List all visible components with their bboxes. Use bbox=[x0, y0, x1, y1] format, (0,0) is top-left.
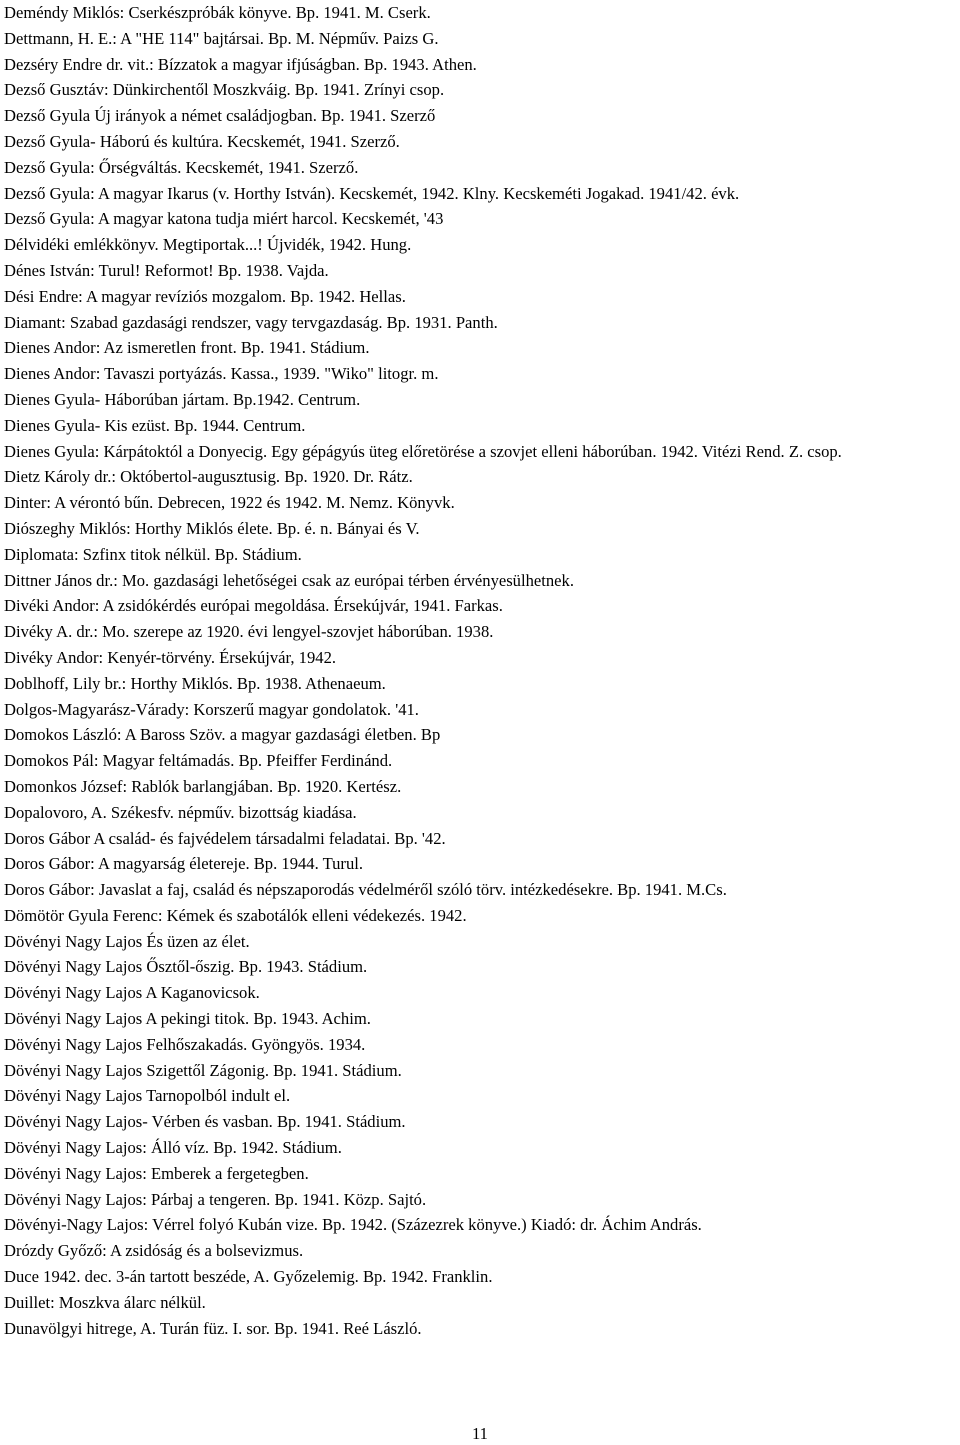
bibliography-entry: Dienes Andor: Az ismeretlen front. Bp. 1941. Stádium. bbox=[4, 338, 370, 358]
bibliography-entry: Dienes Gyula- Kis ezüst. Bp. 1944. Centrum. bbox=[4, 415, 306, 435]
bibliography-entry: Dezső Gusztáv: Dünkirchentől Moszkváig. Bp. 1941. Zrínyi csop. bbox=[4, 80, 445, 100]
bibliography-entry: Dopalovoro, A. Székesfv. népműv. bizottság kiadása. bbox=[4, 802, 357, 822]
bibliography-entry: Diószeghy Miklós: Horthy Miklós élete. Bp. é. n. Bányai és V. bbox=[4, 518, 420, 538]
bibliography-entry: Dövényi Nagy Lajos Ősztől-őszig. Bp. 1943. Stádium. bbox=[4, 957, 368, 977]
bibliography-entry: Deméndy Miklós: Cserkészpróbák könyve. Bp. 1941. M. Cserk. bbox=[4, 3, 431, 22]
bibliography-entry: Dezső Gyula Új irányok a német családjogban. Bp. 1941. Szerző bbox=[4, 106, 436, 126]
bibliography-entry: Dienes Gyula- Háborúban jártam. Bp.1942. Centrum. bbox=[4, 389, 361, 409]
bibliography-entry: Domokos Pál: Magyar feltámadás. Bp. Pfeiffer Ferdinánd. bbox=[4, 751, 393, 771]
bibliography-entry: Dinter: A vérontó bűn. Debrecen, 1922 és 1942. M. Nemz. Könyvk. bbox=[4, 493, 455, 513]
bibliography-entry: Dövényi Nagy Lajos Szigettől Zágonig. Bp. 1941. Stádium. bbox=[4, 1060, 402, 1080]
bibliography-entry: Dövényi Nagy Lajos: Álló víz. Bp. 1942. Stádium. bbox=[4, 1138, 342, 1158]
bibliography-entry: Dénes István: Turul! Reformot! Bp. 1938. Vajda. bbox=[4, 260, 329, 280]
bibliography-entry: Dövényi Nagy Lajos A Kaganovicsok. bbox=[4, 983, 260, 1003]
bibliography-entry: Dövényi Nagy Lajos: Párbaj a tengeren. Bp. 1941. Közp. Sajtó. bbox=[4, 1189, 427, 1209]
bibliography-entry: Diamant: Szabad gazdasági rendszer, vagy tervgazdaság. Bp. 1931. Panth. bbox=[4, 312, 498, 332]
bibliography-entry: Domonkos József: Rablók barlangjában. Bp. 1920. Kertész. bbox=[4, 776, 402, 796]
bibliography-entry: Dési Endre: A magyar revíziós mozgalom. Bp. 1942. Hellas. bbox=[4, 286, 406, 306]
bibliography-entry: Dolgos-Magyarász-Várady: Korszerű magyar gondolatok. '41. bbox=[4, 699, 419, 719]
bibliography-entry: Doros Gábor: A magyarság életereje. Bp. 1944. Turul. bbox=[4, 854, 364, 874]
page-number: 11 bbox=[472, 1424, 488, 1443]
bibliography-entry: Doblhoff, Lily br.: Horthy Miklós. Bp. 1938. Athenaeum. bbox=[4, 673, 386, 693]
bibliography-entry: Dienes Gyula: Kárpátoktól a Donyecig. Egy gépágyús üteg előretörése a szovjet elleni háborúban. 1942. Vitézi Rend. Z. csop. bbox=[4, 441, 842, 461]
bibliography-entry: Doros Gábor: Javaslat a faj, család és népszaporodás védelméről szóló törv. intézkedésekre. Bp. 1941. M.Cs. bbox=[4, 880, 727, 900]
bibliography-entry: Dezső Gyula: A magyar katona tudja miért harcol. Kecskemét, '43 bbox=[4, 209, 444, 229]
bibliography-entry: Diplomata: Szfinx titok nélkül. Bp. Stádium. bbox=[4, 544, 302, 564]
bibliography-entry: Dienes Andor: Tavaszi portyázás. Kassa., 1939. "Wiko" litogr. m. bbox=[4, 364, 439, 384]
bibliography-entry: Drózdy Győző: A zsidóság és a bolsevizmus. bbox=[4, 1241, 304, 1261]
bibliography-entry: Dezső Gyula- Háború és kultúra. Kecskemét, 1941. Szerző. bbox=[4, 131, 400, 151]
bibliography-entry: Dövényi Nagy Lajos- Vérben és vasban. Bp. 1941. Stádium. bbox=[4, 1112, 406, 1132]
bibliography-entry: Dietz Károly dr.: Októbertol-augusztusig. Bp. 1920. Dr. Rátz. bbox=[4, 467, 413, 487]
bibliography-entry: Dövényi Nagy Lajos Felhőszakadás. Gyöngyös. 1934. bbox=[4, 1034, 366, 1054]
bibliography-entry: Dezső Gyula: Őrségváltás. Kecskemét, 1941. Szerző. bbox=[4, 157, 359, 177]
bibliography-entry: Dittner János dr.: Mo. gazdasági lehetőségei csak az európai térben érvényesülhetnek. bbox=[4, 570, 574, 590]
bibliography-entry: Dövényi Nagy Lajos: Emberek a fergetegben. bbox=[4, 1163, 309, 1183]
bibliography-entry: Domokos László: A Baross Szöv. a magyar gazdasági életben. Bp bbox=[4, 725, 441, 745]
bibliography-entry: Duce 1942. dec. 3-án tartott beszéde, A. Győzelemig. Bp. 1942. Franklin. bbox=[4, 1267, 493, 1287]
bibliography-entry: Dettmann, H. E.: A "HE 114" bajtársai. Bp. M. Népműv. Paizs G. bbox=[4, 28, 439, 48]
bibliography-entry: Dövényi Nagy Lajos A pekingi titok. Bp. 1943. Achim. bbox=[4, 1009, 371, 1029]
bibliography-entry: Délvidéki emlékkönyv. Megtiportak...! Újvidék, 1942. Hung. bbox=[4, 235, 412, 255]
bibliography-entry: Dömötör Gyula Ferenc: Kémek és szabotálók elleni védekezés. 1942. bbox=[4, 905, 467, 925]
bibliography-entry: Dövényi Nagy Lajos És üzen az élet. bbox=[4, 931, 250, 951]
bibliography-entry: Dövényi Nagy Lajos Tarnopolból indult el. bbox=[4, 1086, 291, 1106]
bibliography-entry: Duillet: Moszkva álarc nélkül. bbox=[4, 1292, 206, 1312]
bibliography-entry: Dezső Gyula: A magyar Ikarus (v. Horthy István). Kecskemét, 1942. Klny. Kecskeméti Jogakad. 1941/42. évk. bbox=[4, 183, 740, 203]
bibliography-entry: Divéky Andor: Kenyér-törvény. Érsekújvár, 1942. bbox=[4, 647, 337, 667]
bibliography-entry: Doros Gábor A család- és fajvédelem társadalmi feladatai. Bp. '42. bbox=[4, 828, 446, 848]
bibliography-entry: Divéky A. dr.: Mo. szerepe az 1920. évi lengyel-szovjet háborúban. 1938. bbox=[4, 622, 494, 642]
bibliography-entry: Dövényi-Nagy Lajos: Vérrel folyó Kubán vize. Bp. 1942. (Százezrek könyve.) Kiadó: dr. Áchim András. bbox=[4, 1215, 702, 1235]
bibliography-entry: Dunavölgyi hitrege, A. Turán füz. I. sor. Bp. 1941. Reé László. bbox=[4, 1318, 422, 1338]
bibliography-entry: Divéki Andor: A zsidókérdés európai megoldása. Érsekújvár, 1941. Farkas. bbox=[4, 596, 503, 616]
bibliography-list bbox=[4, 0, 960, 1341]
bibliography-entry: Dezséry Endre dr. vit.: Bízzatok a magyar ifjúságban. Bp. 1943. Athen. bbox=[4, 54, 477, 74]
